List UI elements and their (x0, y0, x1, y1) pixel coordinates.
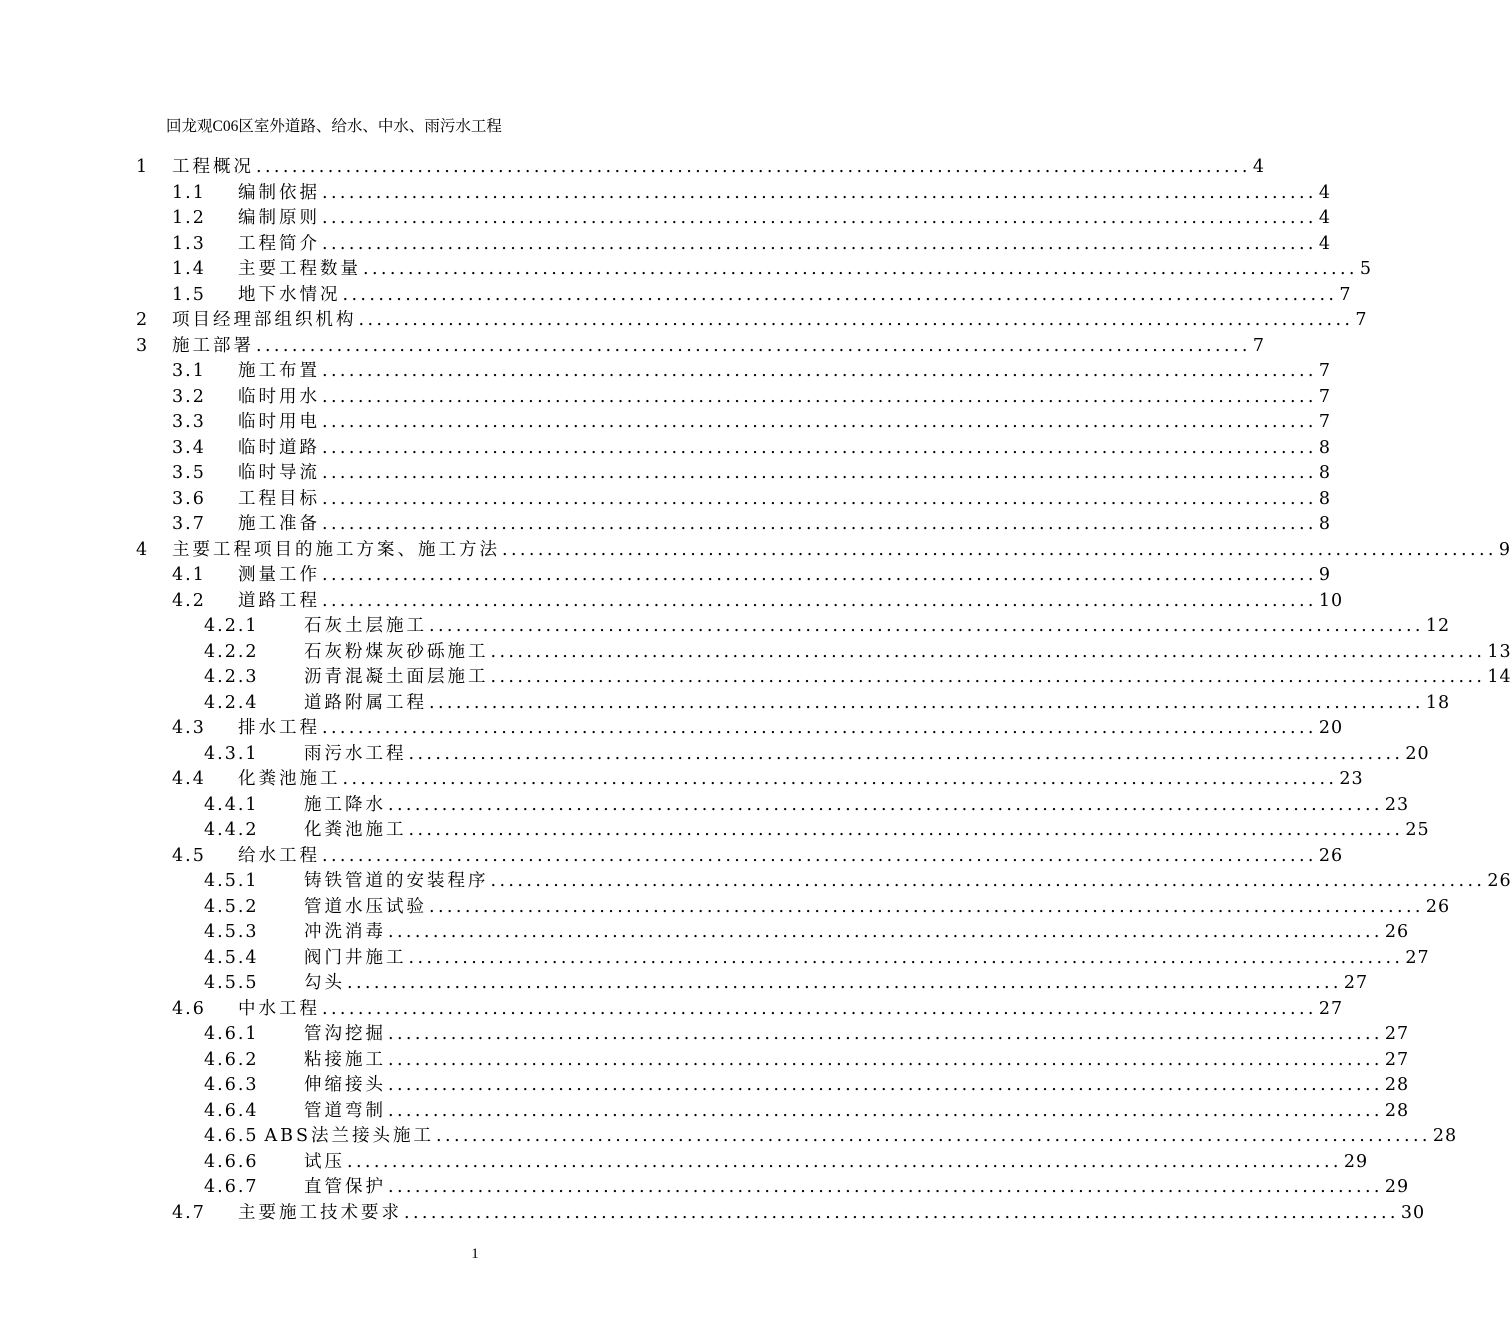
toc-entry-number: 4.6.6 (204, 1151, 259, 1172)
toc-entry-number: 4.2 (172, 590, 206, 611)
toc-entry-page: 27 (1405, 947, 1430, 968)
toc-entry[interactable] (136, 155, 1266, 181)
toc-entry-number: 4.1 (172, 565, 206, 585)
toc-entry[interactable] (136, 1150, 1369, 1176)
toc-entry[interactable] (136, 1073, 1410, 1099)
toc-entry-page: 29 (1384, 1177, 1410, 1197)
toc-entry[interactable] (136, 1022, 1410, 1048)
toc-entry-page: 8 (1318, 463, 1332, 483)
toc-entry[interactable] (136, 308, 1368, 334)
toc-entry-page: 7 (1318, 412, 1332, 432)
toc-leader-dots: ............................................................................................................... (388, 922, 1383, 942)
toc-entry[interactable] (136, 257, 1373, 283)
document-header: 回龙观C06区室外道路、给水、中水、雨污水工程 (166, 118, 502, 135)
toc-entry-page: 4 (1318, 233, 1332, 254)
toc-entry-title: 工程概况 (172, 157, 254, 177)
toc-entry-page: 10 (1318, 590, 1344, 611)
toc-leader-dots: ............................................................................................................... (322, 845, 1317, 866)
toc-entry-page: 9 (1498, 539, 1512, 560)
toc-entry-title: 临时导流 (238, 463, 320, 483)
toc-entry-number: 1 (136, 157, 150, 177)
toc-entry-page: 28 (1384, 1075, 1410, 1095)
toc-entry-title: 主要工程数量 (238, 259, 361, 279)
toc-entry[interactable] (136, 410, 1332, 436)
toc-entry-page: 30 (1400, 1202, 1426, 1223)
toc-entry-page: 27 (1384, 1049, 1410, 1070)
toc-entry-title: 化粪池施工 (238, 769, 341, 789)
toc-leader-dots: ............................................................................................................... (429, 692, 1424, 713)
toc-entry-number: 3.5 (172, 463, 206, 483)
table-of-contents (136, 155, 1512, 1226)
toc-entry[interactable] (136, 1201, 1426, 1227)
toc-entry-number: 4 (136, 539, 150, 560)
toc-entry-page: 26 (1425, 896, 1451, 917)
toc-leader-dots: ............................................................................................................... (256, 335, 1251, 356)
toc-entry[interactable] (136, 334, 1266, 360)
toc-leader-dots: ............................................................................................................... (388, 1100, 1383, 1121)
toc-entry-page: 7 (1339, 284, 1352, 305)
toc-entry[interactable] (136, 589, 1344, 615)
toc-entry-title: 阀门井施工 (304, 947, 407, 968)
toc-entry-page: 27 (1384, 1024, 1410, 1044)
toc-entry-title: 管道水压试验 (304, 896, 427, 917)
toc-entry-number: 4.6.2 (204, 1049, 259, 1070)
toc-entry[interactable] (136, 895, 1451, 921)
toc-entry[interactable] (136, 614, 1451, 640)
toc-entry-page: 26 (1487, 871, 1512, 891)
toc-entry[interactable] (136, 640, 1512, 666)
toc-leader-dots: ............................................................................................................... (322, 437, 1317, 458)
toc-entry-title: 主要工程项目的施工方案、施工方法 (172, 539, 500, 560)
toc-entry-page: 26 (1318, 845, 1344, 866)
toc-entry-page: 25 (1405, 820, 1430, 840)
toc-leader-dots: ............................................................................................................... (347, 1151, 1342, 1172)
toc-entry-title: 化粪池施工 (304, 820, 407, 840)
toc-entry-number: 4.2.1 (204, 616, 259, 636)
toc-entry-page: 23 (1339, 769, 1364, 789)
toc-entry-page: 7 (1252, 335, 1266, 356)
toc-entry-title: 施工部署 (172, 335, 254, 356)
toc-entry-page: 26 (1384, 922, 1410, 942)
toc-entry[interactable] (136, 665, 1512, 691)
toc-entry[interactable] (136, 1048, 1410, 1074)
toc-leader-dots: ............................................................................................................... (429, 616, 1424, 636)
toc-entry-title: 临时用电 (238, 412, 320, 432)
toc-entry-page: 7 (1318, 386, 1332, 407)
toc-leader-dots: ............................................................................................................... (490, 641, 1486, 662)
toc-entry-number: 4.5.1 (204, 871, 259, 891)
toc-entry[interactable] (136, 206, 1332, 232)
toc-entry-title: 道路工程 (238, 590, 320, 611)
toc-entry-title: 编制原则 (238, 208, 320, 228)
toc-entry-page: 27 (1343, 973, 1369, 993)
toc-entry[interactable] (136, 971, 1369, 997)
toc-entry-title: 给水工程 (238, 845, 320, 866)
toc-entry-page: 29 (1343, 1151, 1369, 1172)
toc-entry[interactable] (136, 1175, 1410, 1201)
toc-entry[interactable] (136, 487, 1332, 513)
toc-entry-number: 3.4 (172, 437, 206, 458)
toc-entry[interactable] (136, 232, 1332, 258)
toc-entry-title: 管道弯制 (304, 1100, 386, 1121)
toc-leader-dots: ............................................................................................................... (322, 208, 1317, 228)
toc-leader-dots: ............................................................................................................... (322, 590, 1317, 611)
toc-entry-title: 临时道路 (238, 437, 320, 458)
toc-entry-number: 1.4 (172, 259, 206, 279)
toc-entry-title: 石灰粉煤灰砂砾施工 (304, 641, 489, 662)
toc-entry[interactable] (136, 844, 1344, 870)
toc-entry-page: 8 (1318, 437, 1332, 458)
toc-entry-page: 27 (1318, 998, 1344, 1019)
toc-leader-dots: ............................................................................................................... (342, 769, 1338, 789)
toc-entry-number: 4.6.5 (204, 1126, 259, 1146)
toc-entry-page: 13 (1487, 641, 1512, 662)
toc-leader-dots: ............................................................................................................... (322, 463, 1317, 483)
toc-entry-number: 3 (136, 335, 150, 356)
toc-leader-dots: ............................................................................................................... (363, 259, 1358, 279)
toc-entry-page: 4 (1318, 208, 1332, 228)
toc-leader-dots: ............................................................................................................... (322, 361, 1317, 381)
toc-entry-title: 铸铁管道的安装程序 (304, 871, 489, 891)
toc-leader-dots: ............................................................................................................... (404, 1202, 1399, 1223)
toc-entry-page: 7 (1318, 361, 1332, 381)
toc-entry-page: 9 (1318, 565, 1332, 585)
toc-entry-title: 伸缩接头 (304, 1075, 386, 1095)
toc-leader-dots: ............................................................................................................... (490, 871, 1486, 891)
toc-entry-title: 试压 (304, 1151, 345, 1172)
toc-leader-dots: ............................................................................................................... (322, 718, 1317, 738)
toc-entry-number: 3.1 (172, 361, 206, 381)
toc-entry[interactable] (136, 767, 1364, 793)
toc-entry-number: 1.2 (172, 208, 206, 228)
toc-entry[interactable] (136, 793, 1410, 819)
toc-entry-number: 3.6 (172, 488, 206, 509)
toc-leader-dots: ............................................................................................................... (429, 896, 1424, 917)
toc-leader-dots: ............................................................................................................... (322, 412, 1317, 432)
toc-leader-dots: ............................................................................................................... (388, 1024, 1383, 1044)
toc-entry-title: 工程目标 (238, 488, 320, 509)
toc-entry-page: 20 (1318, 718, 1344, 738)
toc-leader-dots: ............................................................................................................... (388, 1049, 1383, 1070)
toc-entry-page: 14 (1487, 667, 1512, 687)
toc-entry-title: 主要施工技术要求 (238, 1202, 402, 1223)
toc-entry-page: 4 (1252, 157, 1266, 177)
toc-entry[interactable] (136, 920, 1410, 946)
toc-leader-dots: ............................................................................................................... (408, 820, 1404, 840)
toc-leader-dots: ............................................................................................................... (322, 182, 1317, 203)
toc-entry-page: 20 (1405, 743, 1430, 764)
toc-entry-title: 管沟挖掘 (304, 1024, 386, 1044)
toc-entry[interactable] (136, 563, 1332, 589)
toc-entry-page: 5 (1359, 259, 1373, 279)
toc-entry[interactable] (136, 385, 1332, 411)
toc-entry[interactable] (136, 359, 1332, 385)
toc-entry[interactable] (136, 181, 1332, 207)
toc-entry-page: 28 (1384, 1100, 1410, 1121)
toc-entry[interactable] (136, 1099, 1410, 1125)
toc-leader-dots: ............................................................................................................... (322, 233, 1317, 254)
toc-entry-number: 4.4.1 (204, 794, 259, 815)
toc-entry[interactable] (136, 691, 1451, 717)
toc-leader-dots: ............................................................................................................... (256, 157, 1251, 177)
toc-entry-number: 4.6.1 (204, 1024, 259, 1044)
toc-entry-title: 勾头 (304, 973, 345, 993)
toc-entry-page: 8 (1318, 488, 1332, 509)
toc-entry-page: 8 (1318, 514, 1332, 534)
toc-entry-number: 1.5 (172, 284, 206, 305)
toc-entry[interactable] (136, 997, 1344, 1023)
toc-entry[interactable] (136, 946, 1430, 972)
toc-entry-number: 1.1 (172, 182, 206, 203)
toc-entry[interactable] (136, 742, 1430, 768)
toc-entry-title: 中水工程 (238, 998, 320, 1019)
toc-entry-title: 施工准备 (238, 514, 320, 534)
toc-entry-title: 沥青混凝土面层施工 (304, 667, 489, 687)
toc-entry-title: 直管保护 (304, 1177, 386, 1197)
toc-entry-page: 23 (1384, 794, 1410, 815)
toc-leader-dots: ............................................................................................................... (347, 973, 1342, 993)
toc-entry-number: 3.3 (172, 412, 206, 432)
toc-entry-title: 测量工作 (238, 565, 320, 585)
toc-entry-title: 冲洗消毒 (304, 922, 386, 942)
toc-leader-dots: ............................................................................................................... (490, 667, 1486, 687)
toc-leader-dots: ............................................................................................................... (388, 794, 1383, 815)
toc-entry-number: 4.4.2 (204, 820, 259, 840)
toc-entry-number: 4.2.3 (204, 667, 259, 687)
toc-entry-page: 28 (1432, 1126, 1458, 1146)
toc-entry[interactable] (136, 538, 1512, 564)
toc-entry-number: 4.5.5 (204, 973, 259, 993)
toc-leader-dots: ............................................................................................................... (408, 743, 1404, 764)
toc-entry-number: 4.5.3 (204, 922, 259, 942)
toc-entry-page: 12 (1425, 616, 1451, 636)
toc-entry[interactable] (136, 512, 1332, 538)
toc-entry-title: 粘接施工 (304, 1049, 386, 1070)
toc-entry-number: 4.3 (172, 718, 206, 738)
toc-entry[interactable] (136, 716, 1344, 742)
toc-entry-number: 4.6.7 (204, 1177, 259, 1197)
toc-entry-title: 工程简介 (238, 233, 320, 254)
toc-entry-number: 4.5.4 (204, 947, 259, 968)
toc-leader-dots: ............................................................................................................... (408, 947, 1404, 968)
toc-leader-dots: ............................................................................................................... (502, 539, 1497, 560)
toc-entry-number: 3.2 (172, 386, 206, 407)
toc-entry-title: 雨污水工程 (304, 743, 407, 764)
toc-entry[interactable] (136, 818, 1430, 844)
toc-entry-title: 排水工程 (238, 718, 320, 738)
toc-entry-number: 4.2.4 (204, 692, 259, 713)
toc-leader-dots: ............................................................................................................... (388, 1177, 1383, 1197)
toc-entry[interactable] (136, 283, 1352, 309)
toc-entry[interactable] (136, 461, 1332, 487)
toc-entry-number: 4.6.3 (204, 1075, 259, 1095)
toc-entry-number: 4.5 (172, 845, 206, 866)
toc-leader-dots: ............................................................................................................... (342, 284, 1338, 305)
toc-leader-dots: ............................................................................................................... (322, 514, 1317, 534)
toc-entry-page: 7 (1355, 310, 1368, 330)
toc-entry-title: 道路附属工程 (304, 692, 427, 713)
toc-leader-dots: ............................................................................................................... (436, 1126, 1431, 1146)
toc-entry-page: 18 (1425, 692, 1451, 713)
page-number: 1 (471, 1246, 479, 1262)
toc-entry-title: 项目经理部组织机构 (172, 310, 357, 330)
toc-entry-number: 4.3.1 (204, 743, 259, 764)
toc-leader-dots: ............................................................................................................... (388, 1075, 1383, 1095)
toc-leader-dots: ............................................................................................................... (322, 386, 1317, 407)
toc-leader-dots: ............................................................................................................... (358, 310, 1354, 330)
toc-entry[interactable] (136, 436, 1332, 462)
toc-entry-number: 4.2.2 (204, 641, 259, 662)
toc-entry-number: 3.7 (172, 514, 206, 534)
toc-entry[interactable] (136, 1124, 1458, 1150)
toc-entry-number: 4.5.2 (204, 896, 259, 917)
toc-leader-dots: ............................................................................................................... (322, 998, 1317, 1019)
toc-entry-title: 临时用水 (238, 386, 320, 407)
toc-entry-number: 4.4 (172, 769, 206, 789)
toc-entry-title: ABS法兰接头施工 (264, 1126, 435, 1146)
toc-entry-page: 4 (1318, 182, 1332, 203)
toc-leader-dots: ............................................................................................................... (322, 488, 1317, 509)
toc-leader-dots: ............................................................................................................... (322, 565, 1317, 585)
toc-entry-title: 施工降水 (304, 794, 386, 815)
toc-entry-number: 2 (136, 310, 150, 330)
toc-entry-title: 石灰土层施工 (304, 616, 427, 636)
toc-entry-title: 施工布置 (238, 361, 320, 381)
toc-entry-number: 1.3 (172, 233, 206, 254)
toc-entry-number: 4.6 (172, 998, 206, 1019)
toc-entry-number: 4.7 (172, 1202, 206, 1223)
toc-entry-title: 编制依据 (238, 182, 320, 203)
toc-entry[interactable] (136, 869, 1512, 895)
toc-entry-title: 地下水情况 (238, 284, 341, 305)
toc-entry-number: 4.6.4 (204, 1100, 259, 1121)
